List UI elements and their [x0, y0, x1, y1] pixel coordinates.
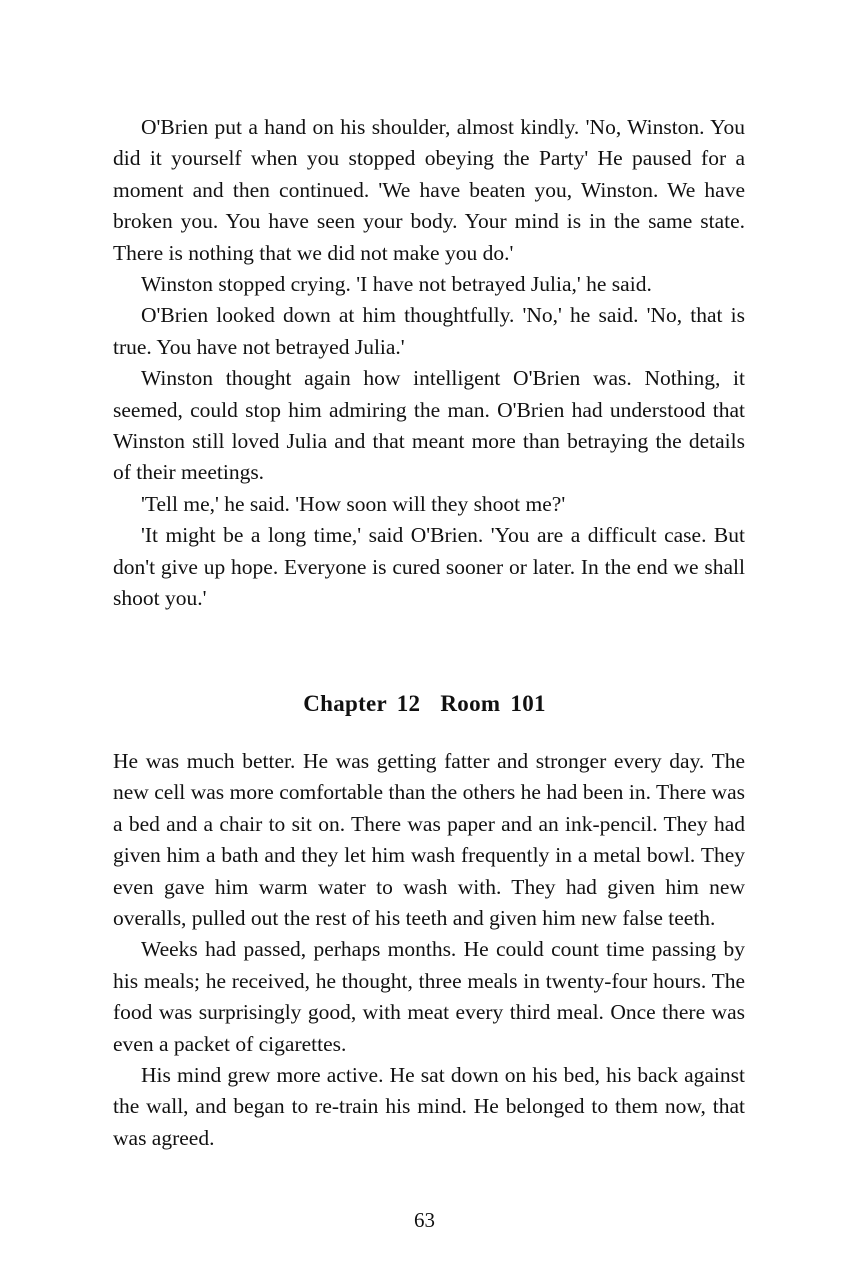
chapter-heading: Chapter 12 Room 101	[303, 691, 546, 716]
text-section-chapter-body	[113, 746, 745, 1154]
paragraph: O'Brien looked down at him thoughtfully. 'No,' he said. 'No, that is true. You have not betrayed Julia.'	[113, 303, 745, 359]
page-number: 63	[414, 1208, 435, 1232]
paragraph: Winston stopped crying. 'I have not betrayed Julia,' he said.	[141, 272, 652, 297]
text-section-before-chapter	[113, 112, 745, 615]
paragraph: 'Tell me,' he said. 'How soon will they shoot me?'	[141, 491, 566, 516]
paragraph: 'It might be a long time,' said O'Brien. 'You are a difficult case. But don't give up hope. Everyone is cured sooner or later. In the end we shall shoot you.'	[113, 523, 745, 611]
paragraph: His mind grew more active. He sat down on his bed, his back against the wall, and began to re-train his mind. He belonged to them now, that was agreed.	[113, 1063, 745, 1150]
paragraph: Winston thought again how intelligent O'Brien was. Nothing, it seemed, could stop him admiring the man. O'Brien had understood that Winston still loved Julia and that meant more than betraying the details of their meetings.	[113, 366, 745, 485]
paragraph: He was much better. He was getting fatter and stronger every day. The new cell was more comfortable than the others he had been in. There was a bed and a chair to sit on. There was paper and an ink-pencil. They had given him a bath and they let him wash frequently in a metal bowl. They even gave him warm water to wash with. They had given him new overalls, pulled out the rest of his teeth and given him new false teeth.	[113, 749, 745, 931]
paragraph: Weeks had passed, perhaps months. He could count time passing by his meals; he received, he thought, three meals in twenty-four hours. The food was surprisingly good, with meat every third meal. Once there was even a packet of cigarettes.	[113, 937, 745, 1056]
paragraph: O'Brien put a hand on his shoulder, almost kindly. 'No, Winston. You did it yourself when you stopped obeying the Party' He paused for a moment and then continued. 'We have beaten you, Winston. We have broken you. You have seen your body. Your mind is in the same state. There is nothing that we did not make you do.'	[113, 115, 745, 265]
